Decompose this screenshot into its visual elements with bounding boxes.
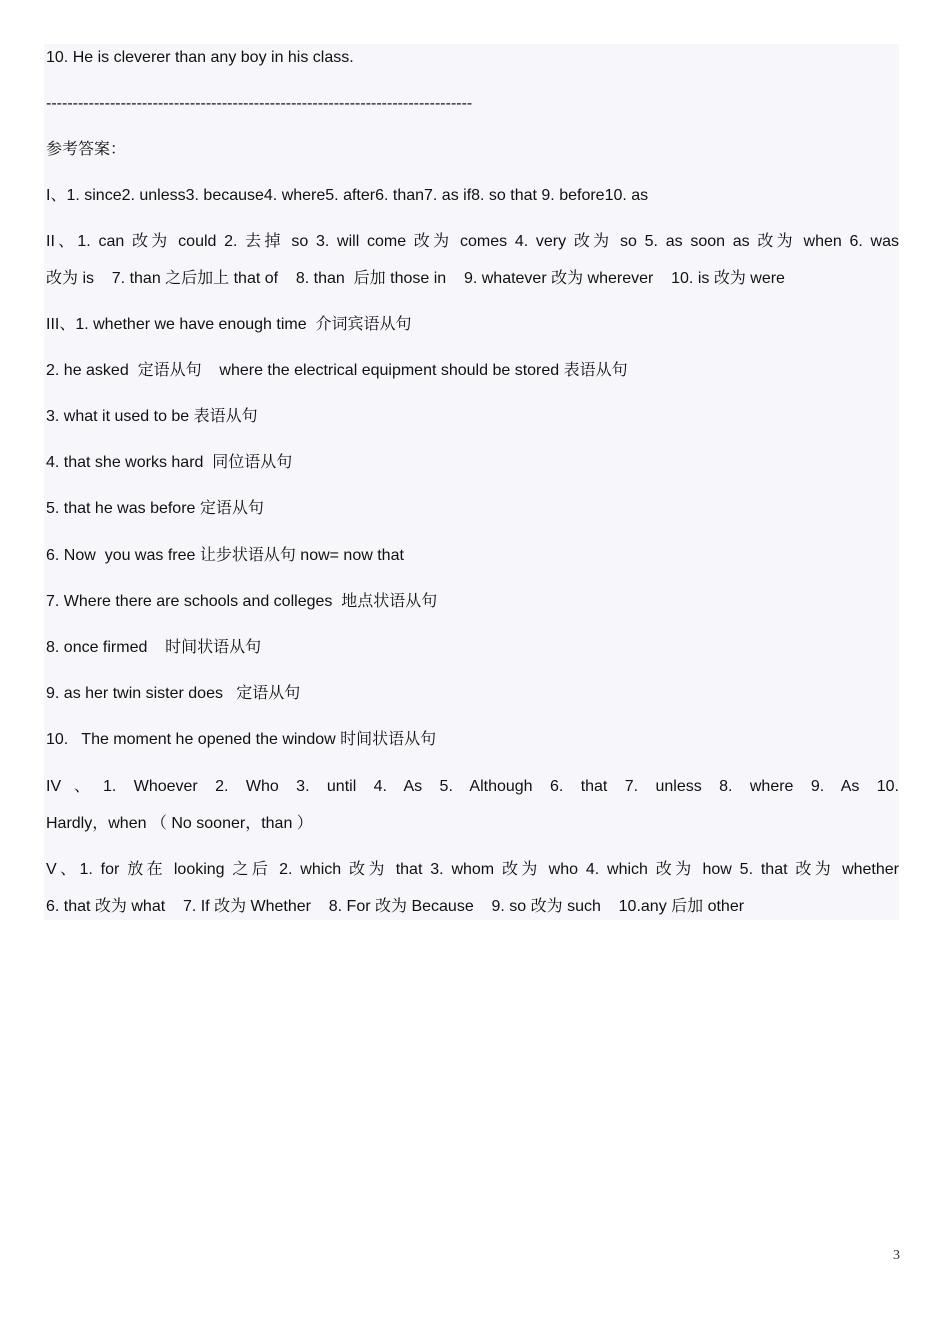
answer-section-2-line-2: 改为 is 7. than 之后加上 that of 8. than 后加 those in 9. whatever 改为 wherever 10. is 改为 were — [46, 270, 785, 287]
answer-section-3-line-8: 8. once firmed 时间状语从句 — [46, 639, 262, 656]
exercise-item-10: 10. He is cleverer than any boy in his class. — [46, 49, 354, 66]
answer-key-text-block — [44, 44, 899, 920]
answer-section-3-line-6: 6. Now you was free 让步状语从句 now= now that — [46, 547, 404, 564]
answer-section-5-line-2: 6. that 改为 what 7. If 改为 Whether 8. For 改为 Because 9. so 改为 such 10.any 后加 other — [46, 898, 745, 915]
answer-section-4-line-1: IV、1. Whoever 2. Who 3. until 4. As 5. Although 6. that 7. unless 8. where 9. As 10. — [46, 778, 899, 795]
answer-key-heading: 参考答案： — [46, 141, 127, 158]
answer-section-1: I、1. since2. unless3. because4. where5. after6. than7. as if8. so that 9. before10. as — [46, 187, 649, 204]
answer-section-2-line-1: II、1. can 改为 could 2. 去掉 so 3. will come 改为 comes 4. very 改为 so 5. as soon as 改为 when 6. was — [46, 233, 899, 250]
answer-section-3-line-10: 10. The moment he opened the window 时间状语从句 — [46, 731, 437, 748]
separator-line: -------------------------------------------------------------------------------- — [46, 95, 473, 112]
answer-section-3-line-9: 9. as her twin sister does 定语从句 — [46, 685, 301, 702]
answer-section-5-line-1: V、1. for 放在 looking 之后 2. which 改为 that 3. whom 改为 who 4. which 改为 how 5. that 改为 whether — [46, 861, 899, 878]
answer-section-4-line-2: Hardly，when （ No sooner，than ） — [46, 815, 313, 832]
answer-section-3-line-7: 7. Where there are schools and colleges 地点状语从句 — [46, 593, 438, 610]
answer-section-3-line-1: III、1. whether we have enough time 介词宾语从句 — [46, 316, 412, 333]
answer-section-3-line-5: 5. that he was before 定语从句 — [46, 500, 264, 517]
page-number: 3 — [893, 1248, 900, 1263]
answer-section-3-line-2: 2. he asked 定语从句 where the electrical equipment should be stored 表语从句 — [46, 362, 628, 379]
answer-section-3-line-3: 3. what it used to be 表语从句 — [46, 408, 258, 425]
answer-section-3-line-4: 4. that she works hard 同位语从句 — [46, 454, 293, 471]
